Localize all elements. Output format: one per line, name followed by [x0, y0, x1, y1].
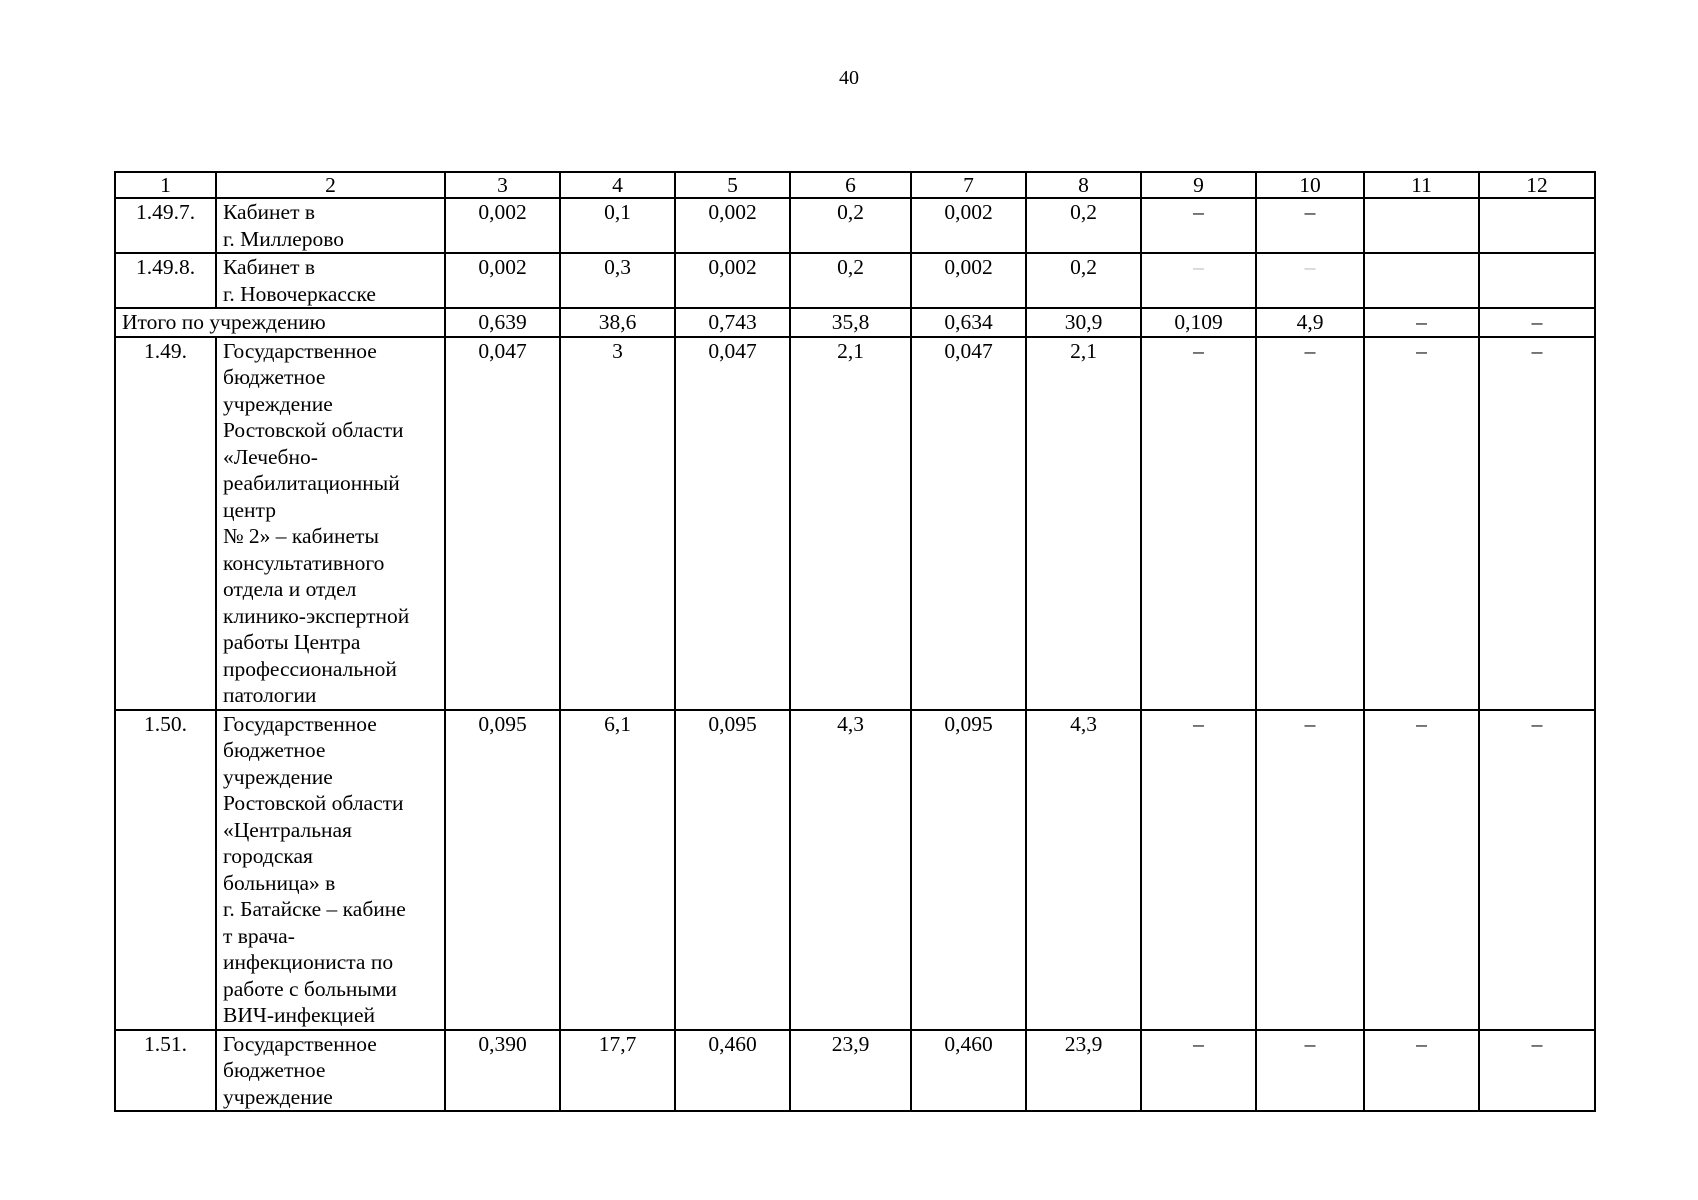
value-cell	[1479, 198, 1595, 253]
name-line: т врача-	[223, 923, 295, 948]
value-cell: 2,1	[1026, 337, 1141, 710]
value-cell: –	[1364, 308, 1479, 337]
value-cell	[1364, 253, 1479, 308]
value-cell: 3	[560, 337, 675, 710]
name-line: профессиональной	[223, 656, 397, 681]
name-line: городская	[223, 844, 313, 868]
institution-name	[216, 710, 445, 1030]
header-cell: 6	[790, 172, 911, 198]
header-cell: 5	[675, 172, 790, 198]
name-line: работе с больными	[223, 976, 397, 1001]
page-number: 40	[839, 67, 859, 89]
header-row	[115, 172, 1595, 198]
name-line: г. Батайске – кабине	[223, 897, 406, 921]
table-row	[115, 1030, 1595, 1112]
value-cell: 0,002	[675, 253, 790, 308]
row-number: 1.49.	[115, 337, 216, 710]
name-line: инфекциониста по	[223, 950, 394, 974]
name-line: реабилитационный	[223, 471, 400, 495]
value-cell: 30,9	[1026, 308, 1141, 337]
value-cell: 0,095	[675, 710, 790, 1030]
value-cell: 0,460	[911, 1030, 1026, 1112]
value-cell: 0,2	[790, 198, 911, 253]
value-cell: 0,743	[675, 308, 790, 337]
name-line: Кабинет в	[223, 255, 316, 279]
name-line: «Лечебно-	[223, 444, 318, 469]
value-cell: 23,9	[790, 1030, 911, 1112]
value-cell: 0,002	[445, 198, 560, 253]
name-line: работы Центра	[223, 630, 361, 654]
header-cell: 2	[216, 172, 445, 198]
value-cell: –	[1141, 198, 1256, 253]
row-number: 1.51.	[115, 1030, 216, 1112]
institution-name	[216, 253, 445, 308]
value-cell: 2,1	[790, 337, 911, 710]
value-cell: –	[1256, 1030, 1364, 1112]
value-cell: 0,095	[445, 710, 560, 1030]
value-cell: 0,095	[911, 710, 1026, 1030]
value-cell: 0,109	[1141, 308, 1256, 337]
name-line: г. Миллерово	[223, 226, 345, 251]
value-cell: –	[1479, 337, 1595, 710]
value-cell: 0,047	[445, 337, 560, 710]
value-cell: –	[1479, 308, 1595, 337]
value-cell	[1364, 198, 1479, 253]
institution-name	[216, 198, 445, 253]
value-cell: –	[1141, 337, 1256, 710]
value-cell: –	[1141, 710, 1256, 1030]
name-line: № 2» – кабинеты	[223, 524, 379, 548]
header-cell: 11	[1364, 172, 1479, 198]
institution-name	[216, 337, 445, 710]
value-cell: 0,002	[445, 253, 560, 308]
value-cell: 0,460	[675, 1030, 790, 1112]
total-row	[115, 308, 1595, 337]
name-line: бюджетное	[223, 1058, 326, 1082]
name-line: центр	[223, 497, 276, 522]
row-number: 1.50.	[115, 710, 216, 1030]
value-cell: 0,2	[1026, 198, 1141, 253]
row-number: 1.49.7.	[115, 198, 216, 253]
data-table	[114, 171, 1596, 1112]
header-cell: 7	[911, 172, 1026, 198]
value-cell: 4,9	[1256, 308, 1364, 337]
name-line: «Центральная	[223, 817, 352, 842]
value-cell: 23,9	[1026, 1030, 1141, 1112]
name-line: учреждение	[223, 1084, 333, 1109]
table-row	[115, 337, 1595, 710]
value-cell: –	[1141, 253, 1256, 308]
name-line: Ростовской области	[223, 791, 404, 815]
name-line: консультативного	[223, 550, 385, 575]
value-cell: 0,639	[445, 308, 560, 337]
name-line: бюджетное	[223, 365, 326, 389]
value-cell: –	[1141, 1030, 1256, 1112]
name-line: Государственное	[223, 338, 377, 363]
table-row	[115, 198, 1595, 253]
name-line: ВИЧ-инфекцией	[223, 1003, 375, 1027]
value-cell: 0,634	[911, 308, 1026, 337]
value-cell: –	[1256, 198, 1364, 253]
value-cell: –	[1479, 1030, 1595, 1112]
value-cell: 0,002	[911, 198, 1026, 253]
header-cell: 8	[1026, 172, 1141, 198]
header-cell: 4	[560, 172, 675, 198]
value-cell: 0,3	[560, 253, 675, 308]
value-cell: 0,2	[790, 253, 911, 308]
header-cell: 3	[445, 172, 560, 198]
value-cell: 0,390	[445, 1030, 560, 1112]
name-line: клинико-экспертной	[223, 603, 410, 628]
row-number: 1.49.8.	[115, 253, 216, 308]
value-cell: –	[1256, 710, 1364, 1030]
header-cell: 10	[1256, 172, 1364, 198]
value-cell: 0,047	[911, 337, 1026, 710]
value-cell: –	[1256, 253, 1364, 308]
name-line: Государственное	[223, 1031, 377, 1056]
header-cell: 9	[1141, 172, 1256, 198]
total-label: Итого по учреждению	[115, 308, 445, 337]
name-line: Кабинет в	[223, 200, 316, 224]
value-cell: 4,3	[1026, 710, 1141, 1030]
name-line: учреждение	[223, 391, 333, 416]
header-cell: 1	[115, 172, 216, 198]
value-cell: –	[1256, 337, 1364, 710]
value-cell: –	[1364, 1030, 1479, 1112]
name-line: патологии	[223, 683, 317, 707]
name-line: г. Новочеркасске	[223, 281, 376, 306]
value-cell: 0,1	[560, 198, 675, 253]
value-cell: 38,6	[560, 308, 675, 337]
value-cell: –	[1364, 710, 1479, 1030]
value-cell: –	[1479, 710, 1595, 1030]
table-row	[115, 253, 1595, 308]
value-cell: 0,002	[675, 198, 790, 253]
header-cell: 12	[1479, 172, 1595, 198]
value-cell: 0,002	[911, 253, 1026, 308]
name-line: бюджетное	[223, 738, 326, 762]
name-line: Государственное	[223, 711, 377, 736]
value-cell: 35,8	[790, 308, 911, 337]
value-cell: 0,2	[1026, 253, 1141, 308]
value-cell: 0,047	[675, 337, 790, 710]
value-cell: 17,7	[560, 1030, 675, 1112]
value-cell: 6,1	[560, 710, 675, 1030]
name-line: Ростовской области	[223, 418, 404, 442]
value-cell: –	[1364, 337, 1479, 710]
institution-name	[216, 1030, 445, 1112]
value-cell: 4,3	[790, 710, 911, 1030]
table-row	[115, 710, 1595, 1030]
name-line: больница» в	[223, 870, 336, 895]
name-line: отдела и отдел	[223, 577, 357, 601]
value-cell	[1479, 253, 1595, 308]
name-line: учреждение	[223, 764, 333, 789]
